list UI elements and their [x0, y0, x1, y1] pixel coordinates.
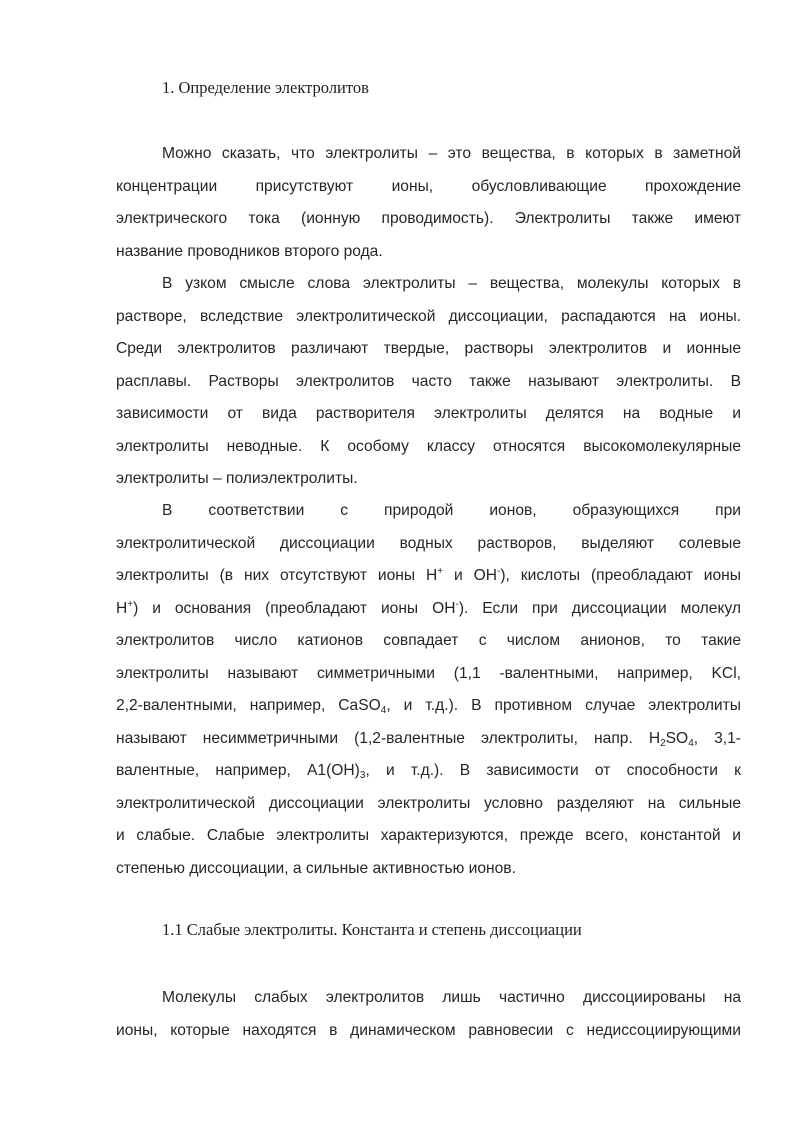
superscript: +: [437, 566, 444, 577]
subscript: 2: [660, 737, 666, 749]
paragraph-line: расплавы. Растворы электролитов часто также называют электролиты. В: [116, 372, 741, 390]
superscript: -: [497, 566, 501, 577]
text-run: валентные, например, A1(OH): [116, 762, 360, 779]
paragraph-line: [116, 755, 741, 788]
paragraph-line: электрического тока (ионную проводимость). Электролиты также имеют: [116, 210, 741, 227]
paragraph-line: электролитической диссоциации электролиты условно разделяют на сильные: [116, 794, 741, 812]
paragraph-line: электролиты неводные. К особому классу относятся высокомолекулярные: [116, 437, 741, 455]
paragraph-line: [116, 690, 741, 723]
paragraph-line: В узком смысле слова электролиты – вещества, молекулы которых в: [162, 275, 741, 292]
subscript: 4: [688, 737, 694, 749]
text-run: ). Если при диссоциации молекул: [458, 599, 741, 617]
paragraph-line: растворе, вследствие электролитической диссоциации, распадаются на ионы.: [116, 307, 741, 325]
paragraph-line: электролитической диссоциации водных растворов, выделяют солевые: [116, 534, 741, 552]
paragraph-line: Среди электролитов различают твердые, растворы электролитов и ионные: [116, 340, 741, 357]
paragraph-line: электролиты – полиэлектролиты.: [116, 470, 358, 487]
text-run: электролиты (в них отсутствуют ионы H: [116, 567, 438, 584]
paragraph-line: и слабые. Слабые электролиты характеризуются, прежде всего, константой и: [116, 827, 741, 844]
superscript: -: [455, 598, 459, 610]
text-run: и OH: [443, 567, 498, 584]
paragraph-line: название проводников второго рода.: [116, 242, 383, 260]
text-run: ), кислоты (преобладают ионы: [500, 567, 741, 584]
text-run: SO: [665, 729, 689, 747]
paragraph-line: зависимости от вида растворителя электролиты делятся на водные и: [116, 405, 741, 422]
subscript: 4: [380, 705, 387, 716]
text-run: называют несимметричными (1,2-валентные электролиты, напр. H: [116, 729, 661, 747]
text-run: , и т.д.). В противном случае электролиты: [386, 697, 741, 714]
paragraph-line: [116, 723, 741, 756]
text-run: , и т.д.). В зависимости от способности к: [365, 762, 741, 779]
text-run: H: [116, 599, 128, 617]
paragraph-line: концентрации присутствуют ионы, обусловливающие прохождение: [116, 177, 741, 195]
paragraph-line: [116, 593, 741, 626]
paragraph-line: электролиты называют симметричными (1,1 -валентными, например, KCl,: [116, 664, 741, 682]
paragraph-line: В соответствии с природой ионов, образующихся при: [162, 502, 741, 519]
paragraph-line: степенью диссоциации, а сильные активностью ионов.: [116, 859, 516, 877]
subscript: 3: [359, 770, 366, 781]
paragraph-line: [116, 560, 741, 593]
text-run: , 3,1-: [693, 729, 741, 747]
superscript: +: [127, 598, 134, 610]
paragraph-1: [116, 138, 741, 268]
text-run: ) и основания (преобладают ионы OH: [133, 599, 456, 617]
paragraph-line: Можно сказать, что электролиты – это вещества, в которых в заметной: [162, 145, 741, 162]
paragraph-4: [116, 982, 741, 1047]
paragraph-line: Молекулы слабых электролитов лишь частично диссоциированы на: [162, 989, 741, 1006]
paragraph-line: электролитов число катионов совпадает с числом анионов, то такие: [116, 632, 741, 649]
text-run: 2,2-валентными, например, CaSO: [116, 697, 381, 714]
paragraph-2: [116, 268, 741, 496]
section-heading-2: 1.1 Слабые электролиты. Константа и степень диссоциации: [162, 920, 582, 939]
section-heading-1: 1. Определение электролитов: [162, 78, 369, 97]
paragraph-3: [116, 495, 741, 885]
paragraph-line: ионы, которые находятся в динамическом равновесии с недиссоциирующими: [116, 1021, 741, 1039]
